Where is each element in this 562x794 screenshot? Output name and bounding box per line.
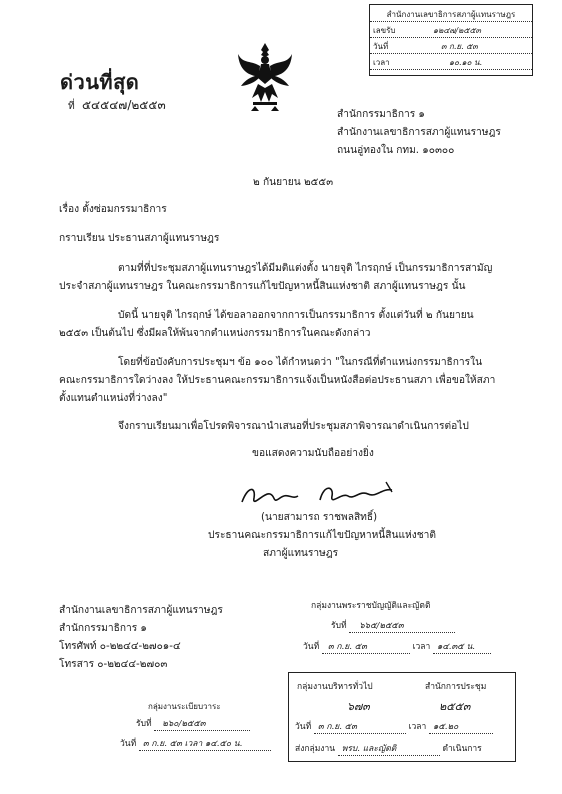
bills-stamp-number: รับที่ ๖๖๕/๒๕๕๓	[331, 618, 455, 633]
agenda-stamp-number: รับที่ ๒๖๐/๒๕๕๓	[136, 716, 250, 731]
subject-line: เรื่อง ตั้งซ่อมกรรมาธิการ	[59, 204, 167, 215]
handwritten-signature	[236, 478, 406, 512]
body-paragraph-4: จึงกราบเรียนมาเพื่อโปรดพิจารณานำเสนอที่ประชุมสภาพิจารณาดำเนินการต่อไป	[118, 421, 469, 432]
footer-line-1: สำนักงานเลขาธิการสภาผู้แทนราษฎร	[59, 605, 223, 616]
meeting-stamp-left-title: กลุ่มงานบริหารทั่วไป	[297, 682, 373, 692]
stamp-row-number: เลขรับ ๑๒๔๗/๒๕๕๓	[370, 24, 532, 38]
garuda-emblem-icon	[235, 40, 295, 112]
meeting-stamp-number-right: ๒๕๕๓	[439, 700, 471, 713]
body-paragraph-2-line-2: ๒๕๕๓ เป็นต้นไป ซึ่งมีผลให้พ้นจากตำแหน่งกรรมาธิการในคณะดังกล่าว	[59, 328, 371, 339]
body-paragraph-3-line-3: ตั้งแทนตำแหน่งที่ว่างลง"	[59, 393, 168, 404]
body-paragraph-1-line-1: ตามที่ที่ประชุมสภาผู้แทนราษฎรได้มีมติแต่งตั้ง นายจุติ ไกรฤกษ์ เป็นกรรมาธิการสามัญ	[118, 263, 493, 274]
bills-stamp-title: กลุ่มงานพระราชบัญญัติและญัตติ	[311, 601, 431, 611]
footer-line-3: โทรศัพท์ ๐-๒๒๔๔-๒๗๐๑-๔	[59, 641, 181, 652]
doc-number: ที่ ๕๔๕๔๗/๒๕๕๓	[68, 98, 166, 112]
agenda-stamp	[118, 700, 278, 760]
recipient-line: กราบเรียน ประธานสภาผู้แทนราษฎร	[59, 233, 220, 244]
meeting-stamp-route-row: ส่งกลุ่มงาน พรบ. และญัตติ ดำเนินการ	[295, 741, 482, 756]
signer-org: สภาผู้แทนราษฎร	[263, 548, 339, 559]
document-date: ๒ กันยายน ๒๕๕๓	[253, 177, 334, 188]
body-paragraph-1-line-2: ประจำสภาผู้แทนราษฎร ในคณะกรรมาธิการแก้ไขปัญหาหนี้สินแห่งชาติ สภาผู้แทนราษฎร นั้น	[59, 281, 466, 292]
footer-line-2: สำนักกรรมาธิการ ๑	[59, 623, 147, 634]
stamp-title: สำนักงานเลขาธิการสภาผู้แทนราษฎร	[370, 8, 532, 22]
stamp-row-date: วันที่ ๓ ก.ย. ๕๓	[370, 40, 532, 54]
body-paragraph-3-line-2: คณะกรรมาธิการใดว่างลง ให้ประธานคณะกรรมาธิการแจ้งเป็นหนังสือต่อประธานสภา เพื่อขอให้สภา	[59, 375, 496, 386]
meeting-stamp-right-title: สำนักการประชุม	[425, 682, 487, 692]
bills-stamp-date: วันที่ ๓ ก.ย. ๕๓ เวลา ๑๔.๓๕ น.	[303, 639, 491, 654]
bills-stamp	[303, 598, 503, 658]
agenda-stamp-date: วันที่ ๓ ก.ย. ๕๓ เวลา ๑๔.๕๐ น.	[120, 736, 271, 751]
closing-line: ขอแสดงความนับถืออย่างยิ่ง	[252, 448, 374, 459]
receipt-stamp-top	[369, 4, 533, 76]
meeting-bureau-stamp	[288, 672, 516, 762]
office-line-1: สำนักกรรมาธิการ ๑	[337, 109, 425, 120]
meeting-stamp-date-row: วันที่ ๓ ก.ย. ๕๓ เวลา ๑๕.๒๐	[295, 719, 493, 734]
urgency-heading: ด่วนที่สุด	[60, 70, 140, 94]
office-line-2: สำนักงานเลขาธิการสภาผู้แทนราษฎร	[337, 127, 501, 138]
office-line-3: ถนนอู่ทองใน กทม. ๑๐๓๐๐	[337, 145, 455, 156]
signer-name: (นายสามารถ ราชพลสิทธิ์)	[261, 512, 378, 523]
signer-position: ประธานคณะกรรมาธิการแก้ไขปัญหาหนี้สินแห่งชาติ	[208, 530, 436, 541]
agenda-stamp-title: กลุ่มงานระเบียบวาระ	[148, 702, 221, 711]
body-paragraph-3-line-1: โดยที่ข้อบังคับการประชุมฯ ข้อ ๑๐๐ ได้กำหนดว่า "ในกรณีที่ตำแหน่งกรรมาธิการใน	[118, 357, 483, 368]
footer-line-4: โทรสาร ๐-๒๒๔๔-๒๗๐๓	[59, 659, 168, 670]
meeting-stamp-number-left: ๖๗๓	[347, 700, 370, 713]
body-paragraph-2-line-1: บัดนี้ นายจุติ ไกรฤกษ์ ได้ขอลาออกจากการเป็นกรรมาธิการ ตั้งแต่วันที่ ๒ กันยายน	[118, 310, 474, 321]
stamp-row-time: เวลา ๑๐.๑๐ น.	[370, 56, 532, 70]
